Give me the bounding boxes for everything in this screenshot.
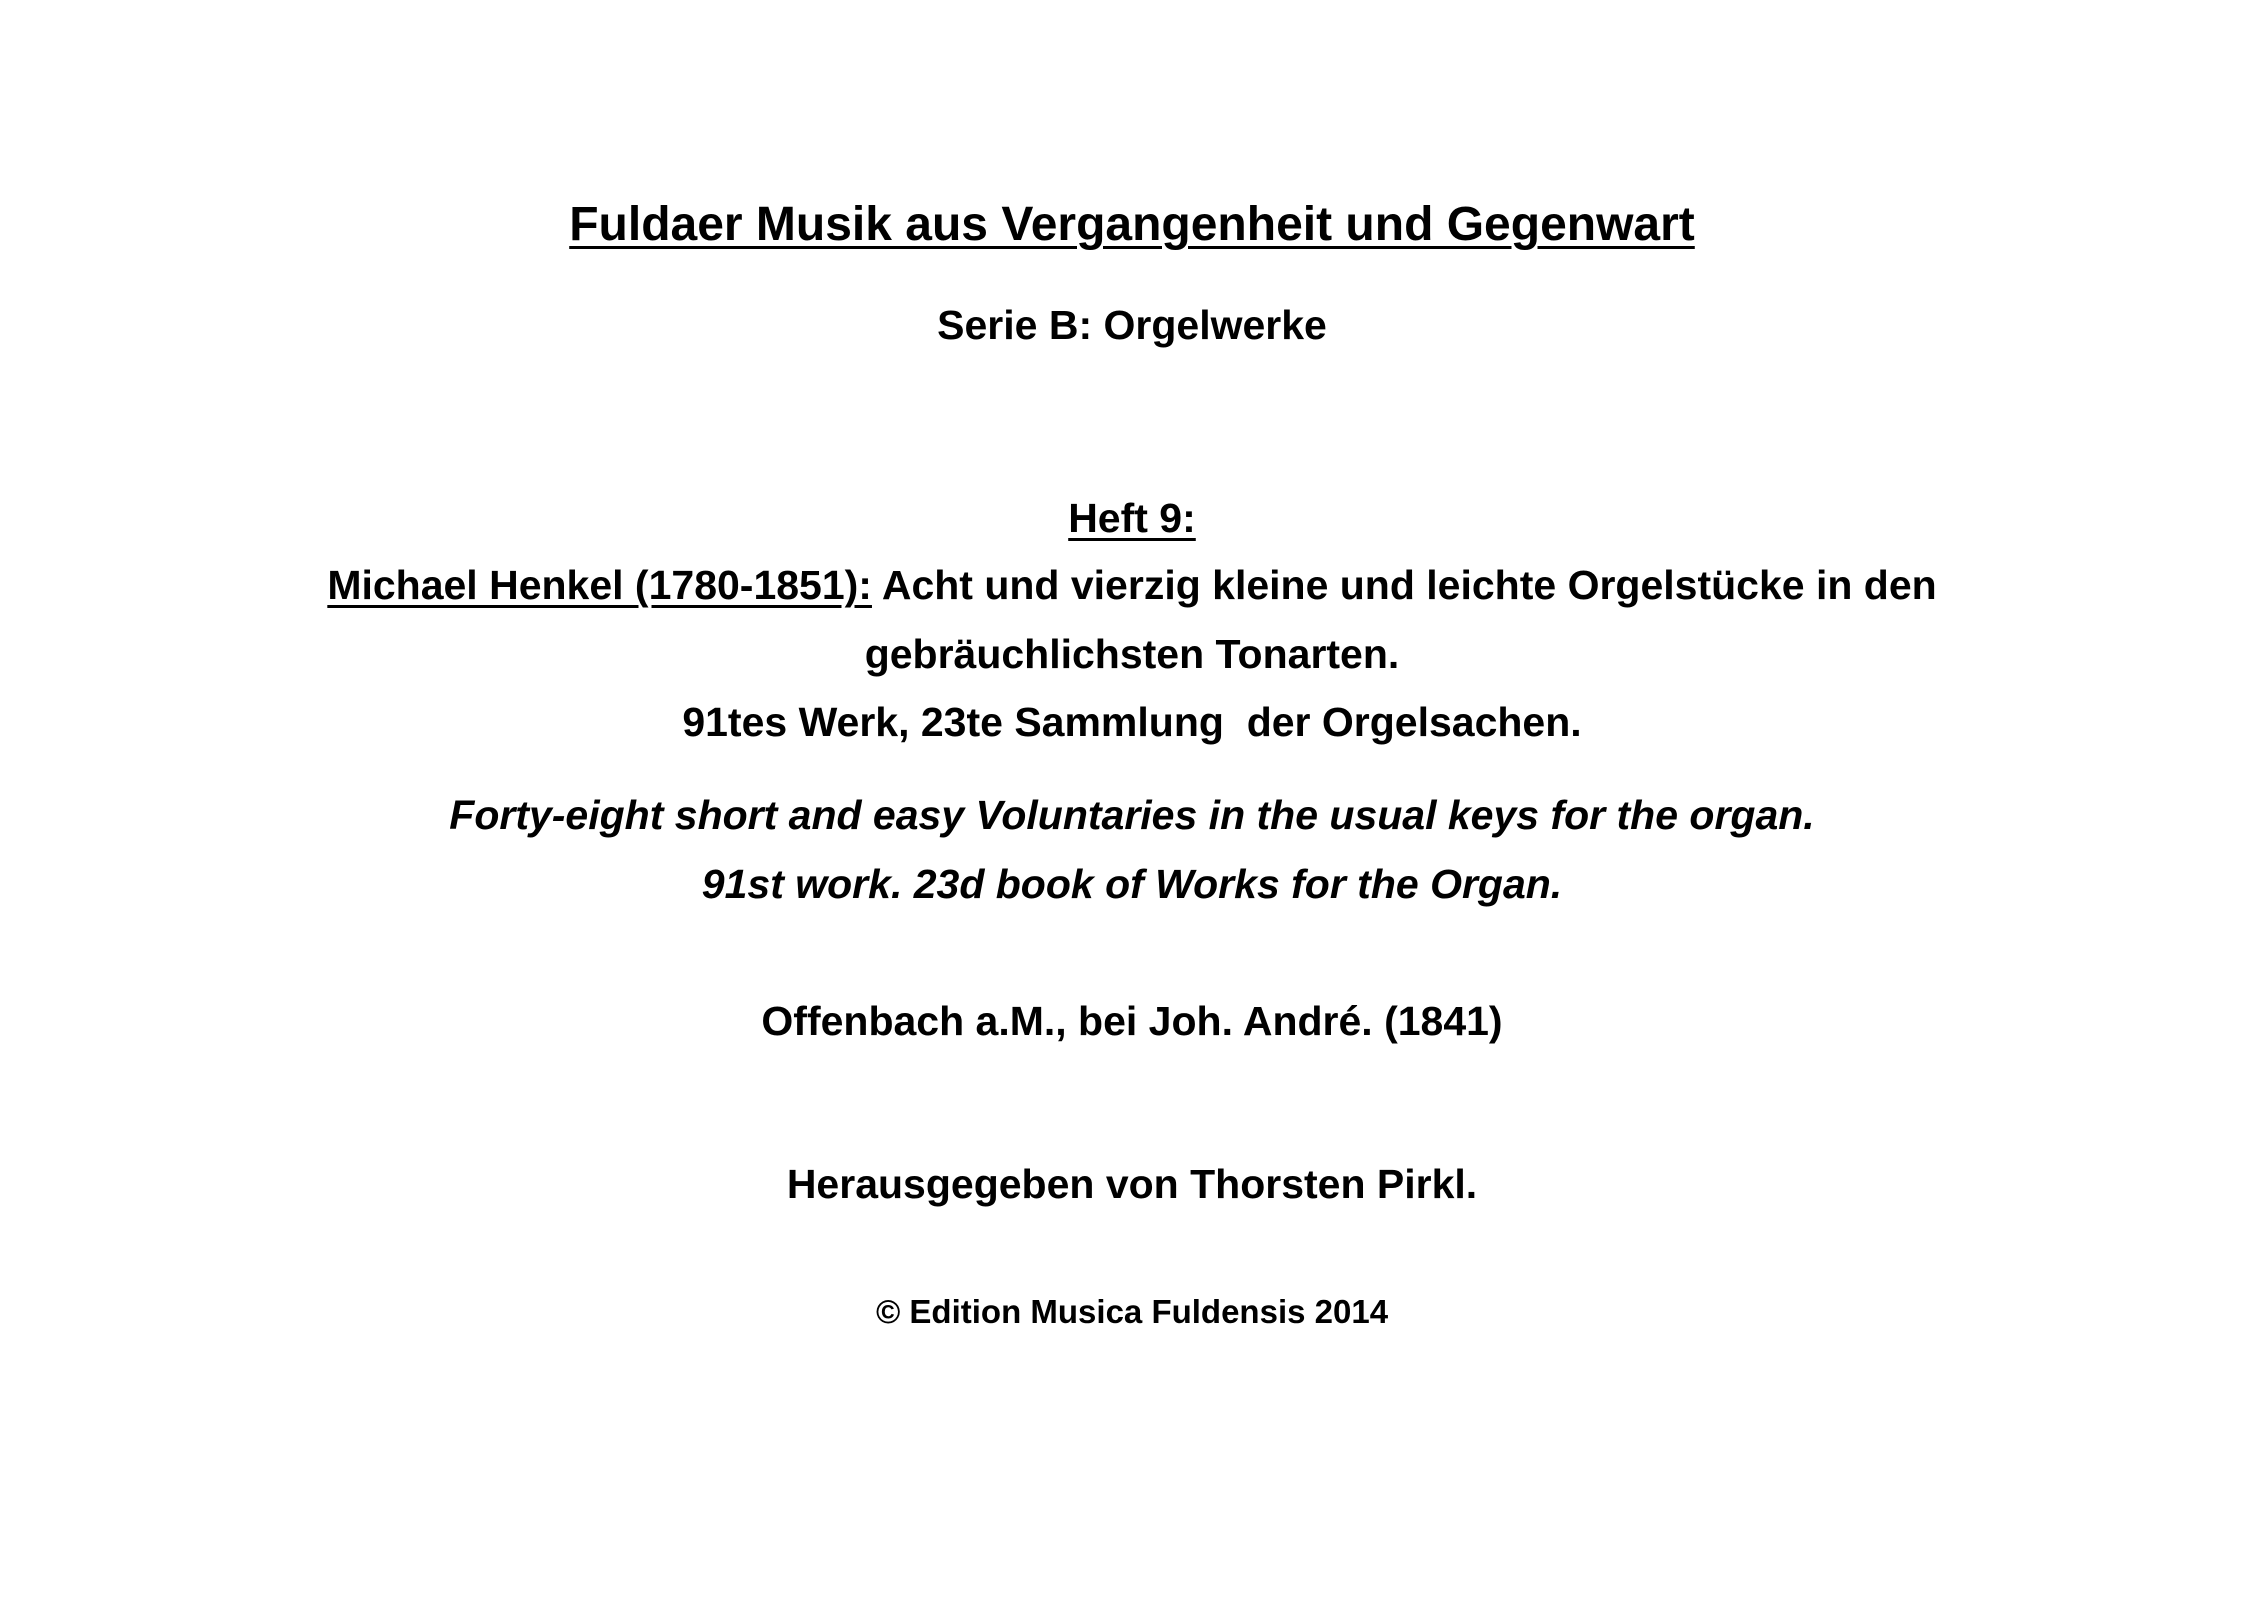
series-title: Fuldaer Musik aus Vergangenheit und Gegenwart	[569, 198, 1695, 251]
copyright-notice: © Edition Musica Fuldensis 2014	[875, 1293, 1389, 1330]
publisher-info: Offenbach a.M., bei Joh. André. (1841)	[761, 998, 1503, 1044]
volume-number: Heft 9:	[1068, 495, 1196, 541]
editor-credit: Herausgegeben von Thorsten Pirkl.	[786, 1161, 1478, 1207]
opus-english: 91st work. 23d book of Works for the Organ.	[701, 861, 1563, 907]
series-subtitle: Serie B: Orgelwerke	[937, 302, 1327, 348]
work-title-line-1	[0, 561, 2264, 610]
composer-name: Michael Henkel (1780-1851):	[327, 562, 872, 608]
work-title-german-part-1: Acht und vierzig kleine und leichte Orgelstücke in den	[871, 562, 1937, 608]
work-title-english: Forty-eight short and easy Voluntaries in the usual keys for the organ.	[449, 792, 1815, 838]
work-title-german-part-2: gebräuchlichsten Tonarten.	[864, 631, 1400, 677]
opus-german: 91tes Werk, 23te Sammlung der Orgelsachen.	[682, 699, 1582, 745]
